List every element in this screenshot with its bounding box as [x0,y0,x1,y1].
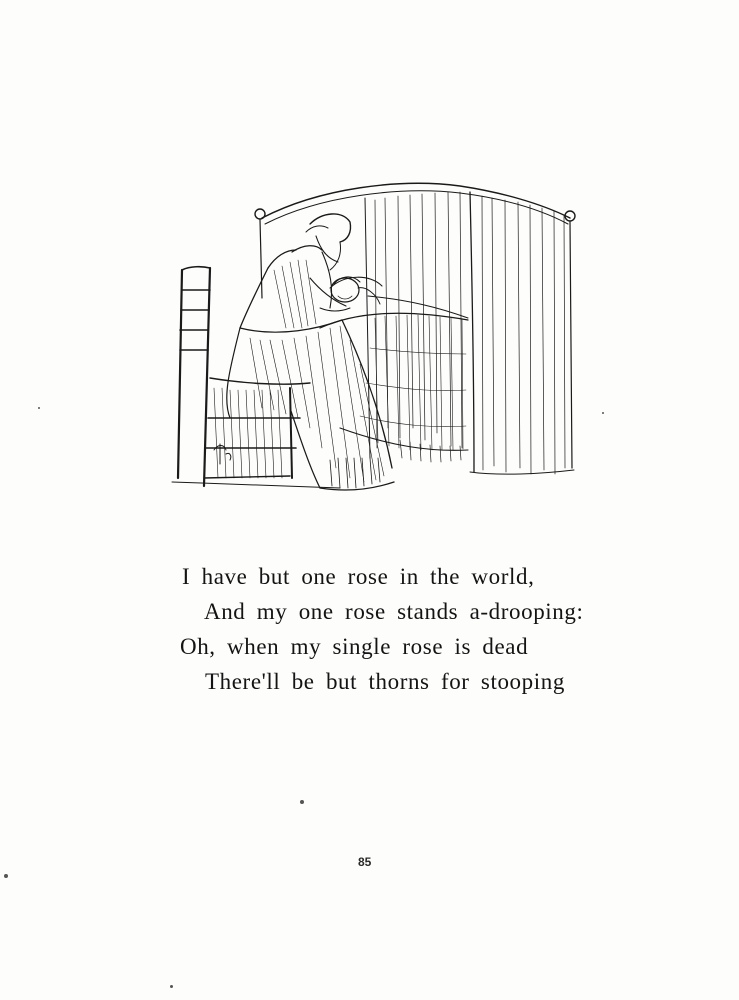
poem-line-3: Oh, when my single rose is dead [180,634,529,659]
print-speck [170,985,173,988]
poem-line-1: I have but one rose in the world, [182,564,535,589]
print-speck [4,874,8,878]
poem-line-2: And my one rose stands a-drooping: [204,599,584,624]
engraving-drawing [170,178,582,496]
poem-line-4: There'll be but thorns for stooping [205,669,565,694]
print-speck [38,407,40,409]
poem-stanza [0,559,739,699]
print-speck [300,800,304,804]
page-number: 85 [358,855,372,869]
illustration-mother-at-bedside [170,178,582,496]
print-speck [602,412,604,414]
